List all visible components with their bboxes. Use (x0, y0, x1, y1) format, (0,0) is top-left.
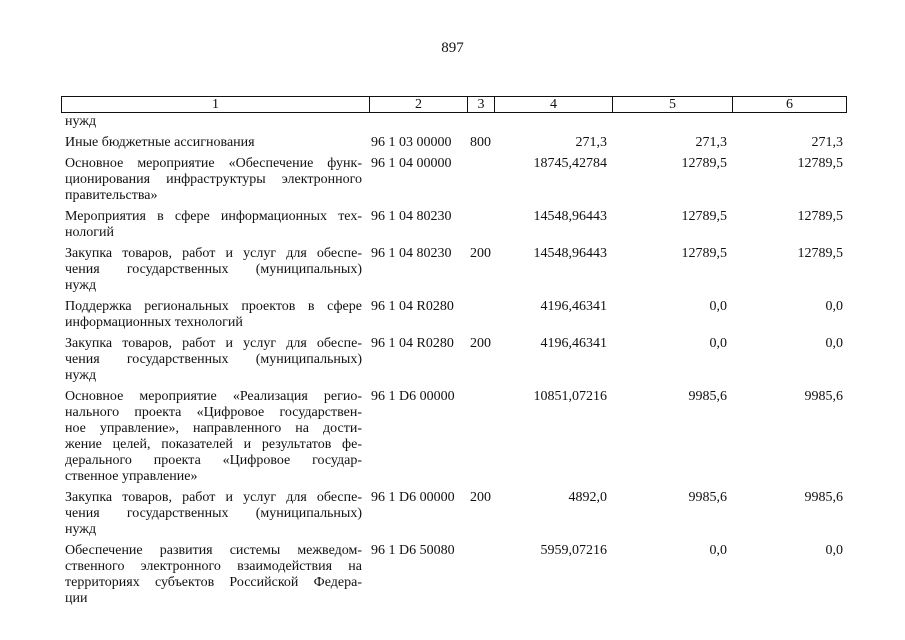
amount-value: 9985,6 (688, 490, 727, 505)
row-description (65, 299, 362, 331)
row-amount-col-6 (805, 389, 844, 405)
description-line: Закупка товаров, работ и услуг для обеспе- (65, 336, 362, 351)
amount-value: 14548,96443 (533, 246, 607, 261)
row-amount-col-6 (826, 299, 844, 315)
description-line: ственного электронного взаимодействия на (65, 559, 362, 574)
amount-value: 10851,07216 (533, 389, 607, 404)
description-line: нужд (65, 368, 97, 383)
row-code: 96 1 04 R0280 (371, 299, 454, 314)
page-number: 897 (441, 40, 464, 56)
description-line: Закупка товаров, работ и услуг для обеспе- (65, 490, 362, 505)
description-line: чения государственных (муниципальных) (65, 352, 362, 367)
table-row (65, 543, 847, 607)
amount-value: 12789,5 (681, 209, 727, 224)
table-row (65, 135, 847, 151)
description-line: ционирования инфраструктуры электронного (65, 172, 362, 187)
amount-value: 0,0 (709, 336, 727, 351)
amount-value: 0,0 (825, 299, 843, 314)
row-code: 96 1 D6 50080 (371, 543, 455, 558)
row-amount-col-4 (534, 246, 608, 262)
table-row (65, 299, 847, 331)
header-col-5: 5 (613, 97, 733, 112)
row-description (65, 543, 362, 607)
description-line: нужд (65, 522, 97, 537)
description-line: Обеспечение развития системы межведом- (65, 543, 362, 558)
row-amount-col-6 (805, 490, 844, 506)
row-code: 96 1 D6 00000 (371, 490, 455, 505)
row-description (65, 490, 362, 538)
row-description (65, 135, 362, 151)
description-line: нального проекта «Цифровое государствен- (65, 405, 362, 420)
amount-value: 0,0 (709, 543, 727, 558)
amount-value: 0,0 (825, 543, 843, 558)
row-code: 96 1 D6 00000 (371, 389, 455, 404)
amount-value: 12789,5 (681, 156, 727, 171)
description-line: чения государственных (муниципальных) (65, 262, 362, 277)
amount-value: 18745,42784 (533, 156, 607, 171)
row-amount-col-5 (710, 299, 728, 315)
amount-value: 9985,6 (688, 389, 727, 404)
row-description (65, 114, 362, 130)
row-description (65, 209, 362, 241)
row-amount-col-4 (569, 490, 608, 506)
description-line: чения государственных (муниципальных) (65, 506, 362, 521)
row-description (65, 336, 362, 384)
description-line: информационных технологий (65, 315, 243, 330)
amount-value: 12789,5 (797, 156, 843, 171)
header-col-4: 4 (495, 97, 613, 112)
row-expense-type: 200 (470, 490, 491, 505)
description-line: Основное мероприятие «Обеспечение функ- (65, 156, 362, 171)
amount-value: 271,3 (575, 135, 607, 150)
table-header (61, 96, 847, 113)
description-line: нужд (65, 278, 97, 293)
table-row (65, 209, 847, 241)
row-code: 96 1 04 00000 (371, 156, 452, 171)
table-body (65, 114, 847, 607)
table-row (65, 490, 847, 538)
row-amount-col-4 (534, 156, 608, 172)
amount-value: 271,3 (811, 135, 843, 150)
table-row (65, 114, 847, 130)
amount-value: 271,3 (695, 135, 727, 150)
row-code: 96 1 04 R0280 (371, 336, 454, 351)
amount-value: 14548,96443 (533, 209, 607, 224)
row-amount-col-6 (798, 246, 844, 262)
description-line: ции (65, 591, 88, 606)
row-amount-col-5 (710, 543, 728, 559)
amount-value: 12789,5 (797, 246, 843, 261)
description-line: Основное мероприятие «Реализация регио- (65, 389, 362, 404)
description-line: нужд (65, 114, 97, 129)
row-code: 96 1 04 80230 (371, 209, 452, 224)
table-row (65, 246, 847, 294)
row-amount-col-5 (696, 135, 728, 151)
description-line: правительства» (65, 188, 158, 203)
row-description (65, 156, 362, 204)
amount-value: 0,0 (709, 299, 727, 314)
row-amount-col-6 (826, 543, 844, 559)
header-col-6: 6 (786, 97, 793, 112)
row-expense-type: 200 (470, 246, 491, 261)
description-line: Иные бюджетные ассигнования (65, 135, 255, 150)
description-line: нологий (65, 225, 115, 240)
amount-value: 4196,46341 (540, 299, 607, 314)
row-description (65, 389, 362, 485)
row-amount-col-5 (689, 490, 728, 506)
amount-value: 4892,0 (568, 490, 607, 505)
row-amount-col-4 (576, 135, 608, 151)
description-line: Поддержка региональных проектов в сфере (65, 299, 362, 314)
header-col-1: 1 (62, 97, 370, 112)
row-expense-type: 200 (470, 336, 491, 351)
row-code: 96 1 03 00000 (371, 135, 452, 150)
row-amount-col-4 (534, 209, 608, 225)
row-code: 96 1 04 80230 (371, 246, 452, 261)
row-amount-col-6 (798, 156, 844, 172)
row-amount-col-5 (682, 209, 728, 225)
description-line: ственное управление» (65, 469, 198, 484)
table-row (65, 156, 847, 204)
table-row (65, 336, 847, 384)
row-amount-col-5 (710, 336, 728, 352)
row-amount-col-5 (689, 389, 728, 405)
table-row (65, 389, 847, 485)
row-amount-col-6 (798, 209, 844, 225)
row-amount-col-5 (682, 156, 728, 172)
row-amount-col-4 (541, 299, 608, 315)
row-amount-col-6 (826, 336, 844, 352)
amount-value: 12789,5 (797, 209, 843, 224)
row-amount-col-5 (682, 246, 728, 262)
header-col-3: 3 (468, 97, 495, 112)
amount-value: 0,0 (825, 336, 843, 351)
amount-value: 4196,46341 (540, 336, 607, 351)
description-line: Закупка товаров, работ и услуг для обеспе- (65, 246, 362, 261)
amount-value: 5959,07216 (540, 543, 607, 558)
row-amount-col-4 (541, 336, 608, 352)
amount-value: 12789,5 (681, 246, 727, 261)
row-amount-col-4 (534, 389, 608, 405)
description-line: дерального проекта «Цифровое государ- (65, 453, 362, 468)
description-line: Мероприятия в сфере информационных тех- (65, 209, 362, 224)
description-line: ное управление», направленного на дости- (65, 421, 362, 436)
row-description (65, 246, 362, 294)
row-expense-type: 800 (470, 135, 491, 150)
description-line: жение целей, показателей и результатов фе- (65, 437, 362, 452)
amount-value: 9985,6 (804, 389, 843, 404)
row-amount-col-6 (812, 135, 844, 151)
row-amount-col-4 (541, 543, 608, 559)
header-col-2: 2 (370, 97, 468, 112)
amount-value: 9985,6 (804, 490, 843, 505)
description-line: территориях субъектов Российской Федера- (65, 575, 362, 590)
